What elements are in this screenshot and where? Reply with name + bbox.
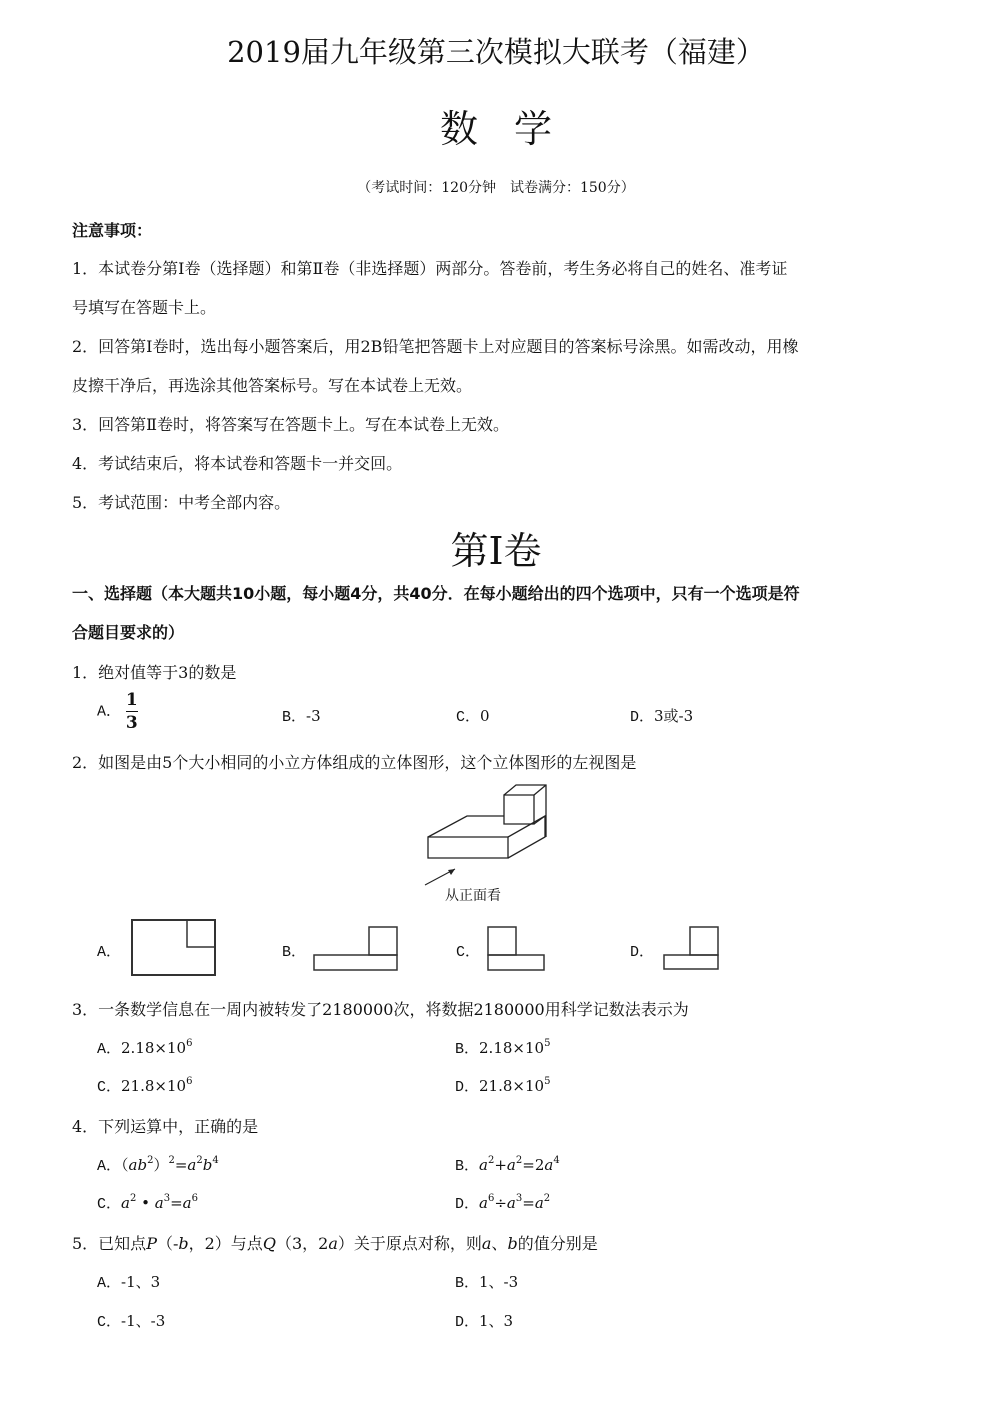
option-label: B． — [455, 1041, 480, 1058]
option-label: A． — [97, 1158, 122, 1175]
subject-char: 数 — [439, 107, 478, 151]
exam-meta: （考试时间：120分钟 试卷满分：150分） — [357, 180, 635, 196]
subject-title — [0, 98, 992, 153]
option-label: A． — [97, 944, 122, 961]
question-1-stem: 1．绝对值等于3的数是 — [72, 663, 237, 682]
math-var: b — [202, 1156, 213, 1174]
math-var: P — [146, 1234, 157, 1253]
math-var: a — [481, 1234, 492, 1253]
question-5-stem — [72, 1231, 598, 1254]
exponent: 2 — [515, 1155, 523, 1166]
option-label: B． — [455, 1275, 480, 1292]
notice-line: 皮擦干净后，再选涂其他答案标号。写在本试卷上无效。 — [72, 376, 473, 395]
text-part: ，2）与点 — [188, 1234, 263, 1253]
math-var: a — [506, 1194, 516, 1212]
exponent: 4 — [553, 1155, 560, 1166]
option-label: D． — [455, 1079, 480, 1096]
notice-line: 2．回答第Ⅰ卷时，选出每小题答案后，用2B铅笔把答题卡上对应题目的答案标号涂黑。如需改动，用橡 — [72, 337, 799, 356]
notice-line: 号填写在答题卡上。 — [72, 298, 217, 317]
option-text: -1、-3 — [121, 1312, 166, 1330]
q1-option-b[interactable] — [282, 705, 321, 726]
math-var: a — [479, 1194, 488, 1212]
math-part: = — [170, 1194, 183, 1212]
text-part: 的值分别是 — [517, 1234, 598, 1253]
math-var: b — [507, 1234, 518, 1253]
question-4-stem: 4．下列运算中，正确的是 — [72, 1117, 259, 1136]
math-var: a — [187, 1156, 197, 1174]
math-var: a — [534, 1194, 544, 1212]
exponent: 6 — [186, 1076, 193, 1087]
option-label: B． — [282, 944, 307, 961]
option-label: A． — [97, 1041, 122, 1058]
q3-option-b[interactable] — [455, 1037, 550, 1058]
exponent: 5 — [544, 1038, 551, 1049]
figure-top-cube-back — [504, 785, 546, 837]
q2-option-b-figure[interactable] — [313, 925, 401, 973]
option-label: D． — [455, 1196, 480, 1213]
q1-option-a[interactable] — [97, 690, 138, 733]
q2-option-b-label[interactable] — [282, 940, 306, 961]
notice-line: 5．考试范围：中考全部内容。 — [72, 493, 291, 512]
math-part: （ — [121, 1156, 129, 1174]
figure-caption: 从正面看 — [445, 888, 501, 904]
option-label: C． — [456, 944, 481, 961]
q5-option-a[interactable] — [97, 1271, 160, 1292]
math-var: a — [182, 1194, 192, 1212]
cube-figure — [400, 775, 580, 895]
q5-option-d[interactable] — [455, 1310, 513, 1331]
option-text: 3或-3 — [654, 707, 694, 725]
math-var: a — [506, 1156, 516, 1174]
option-label: A． — [97, 703, 122, 721]
math-var: Q — [262, 1234, 276, 1253]
exponent: 2 — [168, 1155, 175, 1166]
numerator: 1 — [125, 690, 138, 710]
subject-char: 学 — [514, 107, 553, 151]
exponent: 6 — [487, 1193, 495, 1204]
q1-option-c[interactable] — [456, 705, 490, 726]
notice-line: 4．考试结束后，将本试卷和答题卡一并交回。 — [72, 454, 403, 473]
option-label: B． — [455, 1158, 480, 1175]
text-part: 、 — [491, 1234, 508, 1253]
q2-option-a-label[interactable] — [97, 940, 121, 961]
exponent: 5 — [544, 1076, 551, 1087]
figure-top-edge — [428, 816, 504, 837]
q2-option-c-label[interactable] — [456, 940, 480, 961]
section-heading-cont: 合题目要求的） — [72, 623, 185, 642]
option-text: -1、3 — [121, 1273, 161, 1291]
volume-title: 第Ⅰ卷 — [450, 529, 542, 573]
figure-front-face — [428, 837, 508, 858]
option-label: A． — [97, 1275, 122, 1292]
math-var: a — [328, 1234, 338, 1253]
math-var: a — [479, 1156, 488, 1174]
text-part: 5．已知点 — [72, 1234, 147, 1253]
q5-option-c[interactable] — [97, 1310, 165, 1331]
option-label: D． — [455, 1314, 480, 1331]
option-text: -3 — [306, 707, 321, 725]
fraction — [126, 690, 138, 733]
q4-option-d[interactable] — [455, 1192, 550, 1213]
q2-option-d-figure[interactable] — [662, 925, 724, 973]
notice-line: 3．回答第Ⅱ卷时，将答案写在答题卡上。写在本试卷上无效。 — [72, 415, 510, 434]
text-part: （- — [156, 1234, 179, 1253]
exponent: 6 — [191, 1193, 198, 1204]
math-part: = — [522, 1194, 535, 1212]
q2-option-d-label[interactable] — [630, 940, 654, 961]
option-text: 0 — [480, 707, 490, 725]
option-text: 21.8×10 — [121, 1077, 187, 1095]
question-2-stem: 2．如图是由5个大小相同的小立方体组成的立体图形，这个立体图形的左视图是 — [72, 753, 637, 772]
option-label: C． — [97, 1314, 122, 1331]
notice-heading: 注意事项： — [72, 221, 153, 240]
option-text: 1、3 — [479, 1312, 514, 1330]
math-var: a — [544, 1156, 554, 1174]
option-label: C． — [97, 1079, 122, 1096]
text-part: （3，2 — [275, 1234, 329, 1253]
q2-option-a-figure[interactable] — [130, 918, 220, 978]
figure-top-cube — [504, 795, 534, 824]
option-label: C． — [97, 1196, 122, 1213]
option-label: D． — [630, 944, 655, 961]
math-var: ab — [128, 1156, 148, 1174]
q4-option-c[interactable] — [97, 1192, 198, 1213]
math-var: b — [178, 1234, 189, 1253]
q5-option-b[interactable] — [455, 1271, 518, 1292]
option-text: 2.18×10 — [121, 1039, 187, 1057]
option-text: 1、-3 — [479, 1273, 519, 1291]
option-label: C． — [456, 709, 481, 726]
figure-side-face — [508, 816, 545, 858]
exponent: 6 — [186, 1038, 193, 1049]
exponent: 2 — [129, 1193, 137, 1204]
question-3-stem: 3．一条数学信息在一周内被转发了2180000次，将数据2180000用科学记数法表示为 — [72, 1000, 689, 1019]
math-part: ÷ — [494, 1194, 507, 1212]
text-part: ）关于原点对称，则 — [337, 1234, 482, 1253]
exponent: 3 — [163, 1193, 171, 1204]
option-text: 21.8×10 — [479, 1077, 545, 1095]
q4-option-a[interactable] — [97, 1154, 219, 1175]
option-label: B． — [282, 709, 307, 726]
exponent: 3 — [515, 1193, 523, 1204]
option-text: 2.18×10 — [479, 1039, 545, 1057]
q3-option-d[interactable] — [455, 1075, 550, 1096]
math-part: = — [174, 1156, 188, 1174]
exam-title: 2019届九年级第三次模拟大联考（福建） — [227, 35, 765, 69]
section-heading: 一、选择题（本大题共10小题，每小题4分，共40分．在每小题给出的四个选项中，只有一个选项是符 — [72, 584, 800, 603]
q3-option-a[interactable] — [97, 1037, 192, 1058]
math-part: + — [494, 1156, 507, 1174]
exponent: 4 — [212, 1155, 219, 1166]
exponent: 2 — [487, 1155, 495, 1166]
math-var: a — [121, 1194, 130, 1212]
denominator: 3 — [125, 713, 138, 733]
math-var: a — [154, 1194, 164, 1212]
notice-line: 1．本试卷分第Ⅰ卷（选择题）和第Ⅱ卷（非选择题）两部分。答卷前，考生务必将自己的姓名、准考证 — [72, 259, 788, 278]
option-label: D． — [630, 709, 655, 726]
math-part: • — [136, 1194, 155, 1212]
q4-option-b[interactable] — [455, 1154, 560, 1175]
exponent: 2 — [147, 1155, 154, 1166]
exponent: 2 — [543, 1193, 551, 1204]
q3-option-c[interactable] — [97, 1075, 192, 1096]
q1-option-d[interactable] — [630, 705, 693, 726]
math-part: =2 — [522, 1156, 545, 1174]
q2-option-c-figure[interactable] — [486, 925, 548, 973]
math-part: ） — [153, 1156, 169, 1174]
exponent: 2 — [196, 1155, 203, 1166]
